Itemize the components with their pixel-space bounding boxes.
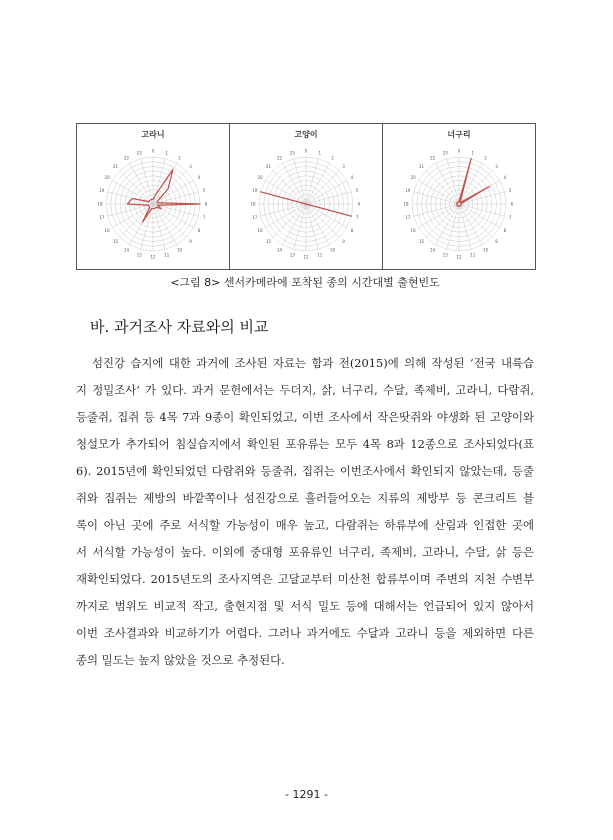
paragraph-line: 섬진강 습지에 대한 과거에 조사된 자료는 함과 전(2015)에 의해 작성된 ‘전국 내륙습 xyxy=(92,356,534,370)
axis-tick-label: 18 xyxy=(97,201,103,207)
grid-spoke xyxy=(112,181,153,205)
axis-tick-label: 3 xyxy=(189,164,192,170)
axis-tick-label: 17 xyxy=(252,215,258,221)
radar-panel-goranee xyxy=(77,124,229,269)
axis-tick-label: 20 xyxy=(257,175,263,180)
axis-tick-label: 8 xyxy=(350,228,354,233)
axis-tick-label: 19 xyxy=(405,187,411,193)
paragraph-line: 까지로 범위도 비교적 작고, 출현지점 및 서식 밀도 등에 대해서는 언급되어 있지 않아서 xyxy=(76,599,534,613)
axis-tick-label: 11 xyxy=(317,252,323,258)
paragraph-line: 서 서식할 가능성이 높다. 이외에 중대형 포유류인 너구리, 족제비, 고라니, 수달, 삵 등은 xyxy=(76,545,534,559)
axis-tick-label: 15 xyxy=(418,238,425,244)
axis-tick-label: 10 xyxy=(329,247,336,253)
axis-tick-label: 18 xyxy=(403,201,409,207)
section-heading: 바. 과거조사 자료와의 비교 xyxy=(90,318,269,336)
axis-tick-label: 2 xyxy=(178,155,181,161)
axis-tick-label: 16 xyxy=(410,228,416,233)
panel-title: 너구리 xyxy=(447,130,471,139)
axis-tick-label: 13 xyxy=(442,252,448,258)
axis-tick-label: 23 xyxy=(442,150,448,156)
axis-tick-label: 0 xyxy=(304,148,308,154)
axis-tick-label: 17 xyxy=(405,215,411,221)
axis-tick-label: 9 xyxy=(495,238,498,244)
axis-tick-label: 6 xyxy=(510,201,514,207)
paragraph-line: 지 정밀조사’ 가 있다. 과거 문헌에서는 두더지, 삵, 너구리, 수달, 족제비, 고라니, 다람쥐, xyxy=(76,383,534,397)
axis-tick-label: 14 xyxy=(276,247,283,253)
axis-tick-label: 4 xyxy=(197,175,201,180)
axis-tick-label: 1 xyxy=(318,150,321,156)
panel-title: 고양이 xyxy=(294,130,318,139)
page-number: - 1291 - xyxy=(285,788,328,801)
axis-tick-label: 17 xyxy=(99,215,105,221)
axis-tick-label: 7 xyxy=(508,215,512,221)
radar-chart xyxy=(383,124,535,269)
axis-tick-label: 2 xyxy=(331,155,334,161)
axis-tick-label: 18 xyxy=(250,201,256,207)
axis-tick-label: 20 xyxy=(410,175,416,180)
axis-tick-label: 21 xyxy=(265,164,272,170)
axis-tick-label: 14 xyxy=(123,247,130,253)
grid-spoke xyxy=(306,204,347,228)
grid-spoke xyxy=(283,163,307,204)
axis-tick-label: 22 xyxy=(123,155,130,161)
axis-tick-label: 0 xyxy=(151,148,155,154)
axis-tick-label: 5 xyxy=(202,187,206,193)
axis-tick-label: 1 xyxy=(471,150,474,156)
axis-tick-label: 21 xyxy=(112,164,119,170)
grid-spoke xyxy=(130,163,154,204)
axis-tick-label: 4 xyxy=(503,175,507,180)
axis-tick-label: 19 xyxy=(252,187,258,193)
paragraph-line: 록이 아닌 곳에 주로 서식할 가능성이 매우 높고, 다람쥐는 하류부에 산림과 인접한 곳에 xyxy=(76,518,534,532)
paragraph-line: 등줄쥐, 집쥐 등 4목 7과 9종이 확인되었고, 이번 조사에서 작은땃쥐와 야생화 된 고양이와 xyxy=(76,410,534,424)
figure-caption: <그림 8> 센서카메라에 포착된 종의 시간대별 출현빈도 xyxy=(170,276,440,289)
axis-tick-label: 7 xyxy=(202,215,206,221)
grid-spoke xyxy=(265,204,306,228)
axis-tick-label: 9 xyxy=(189,238,192,244)
axis-tick-label: 4 xyxy=(350,175,354,180)
axis-tick-label: 9 xyxy=(342,238,345,244)
grid-spoke xyxy=(153,204,177,245)
grid-spoke xyxy=(306,204,330,245)
axis-tick-label: 23 xyxy=(289,150,295,156)
radar-figure xyxy=(76,123,536,270)
axis-tick-label: 20 xyxy=(104,175,110,180)
grid-spoke xyxy=(418,204,459,228)
panel-title: 고라니 xyxy=(141,130,165,139)
paragraph-line: 재확인되었다. 2015년도의 조사지역은 고달교부터 미산천 합류부이며 주변의 지천 수변부 xyxy=(76,572,534,586)
grid-spoke xyxy=(418,181,459,205)
axis-tick-label: 23 xyxy=(136,150,142,156)
axis-tick-label: 14 xyxy=(429,247,436,253)
axis-tick-label: 15 xyxy=(265,238,272,244)
axis-tick-label: 5 xyxy=(355,187,359,193)
paragraph-line: 청설모가 추가되어 침실습지에서 확인된 포유류는 모두 4목 8과 12종으로 조사되었다(표 xyxy=(76,437,534,451)
axis-tick-label: 10 xyxy=(482,247,489,253)
axis-tick-label: 10 xyxy=(176,247,183,253)
paragraph-line: 6). 2015년에 확인되었던 다람쥐와 등줄쥐, 집쥐는 이번조사에서 확인되지 않았는데, 등줄 xyxy=(76,464,534,478)
axis-tick-label: 3 xyxy=(342,164,345,170)
radar-chart xyxy=(77,124,229,269)
paragraph-line: 종의 밀도는 높지 않았을 것으로 추정된다. xyxy=(76,653,285,667)
axis-tick-label: 6 xyxy=(204,201,208,207)
axis-tick-label: 13 xyxy=(136,252,142,258)
axis-tick-label: 8 xyxy=(503,228,507,233)
grid-spoke xyxy=(306,163,330,204)
radar-chart xyxy=(230,124,382,269)
grid-spoke xyxy=(265,181,306,205)
grid-spoke xyxy=(153,181,194,205)
axis-tick-label: 0 xyxy=(457,148,461,154)
axis-tick-label: 21 xyxy=(418,164,425,170)
radar-panel-cat xyxy=(229,124,382,269)
grid-spoke xyxy=(306,181,347,205)
axis-tick-label: 8 xyxy=(197,228,201,233)
axis-tick-label: 16 xyxy=(257,228,263,233)
axis-tick-label: 7 xyxy=(355,215,359,221)
axis-tick-label: 12 xyxy=(456,254,462,260)
axis-tick-label: 22 xyxy=(276,155,283,161)
axis-tick-label: 2 xyxy=(484,155,487,161)
grid-spoke xyxy=(436,163,460,204)
grid-spoke xyxy=(130,204,154,245)
axis-tick-label: 5 xyxy=(508,187,512,193)
axis-tick-label: 11 xyxy=(164,252,170,258)
grid-spoke xyxy=(283,204,307,245)
axis-tick-label: 3 xyxy=(495,164,498,170)
axis-tick-label: 1 xyxy=(165,150,168,156)
axis-tick-label: 12 xyxy=(303,254,309,260)
axis-tick-label: 19 xyxy=(99,187,105,193)
grid-spoke xyxy=(459,204,500,228)
axis-tick-label: 22 xyxy=(429,155,436,161)
axis-tick-label: 15 xyxy=(112,238,119,244)
axis-tick-label: 12 xyxy=(150,254,156,260)
grid-spoke xyxy=(459,204,483,245)
axis-tick-label: 6 xyxy=(357,201,361,207)
paragraph-line: 이번 조사결과와 비교하기가 어렵다. 그러나 과거에도 수달과 고라니 등을 제외하면 다른 xyxy=(76,626,534,640)
paragraph-line: 쥐와 집쥐는 제방의 바깥쪽이나 섬진강으로 흘러들어오는 지류의 제방부 등 콘크리트 블 xyxy=(76,491,534,505)
axis-tick-label: 16 xyxy=(104,228,110,233)
radar-panel-raccoon-dog xyxy=(382,124,535,269)
axis-tick-label: 13 xyxy=(289,252,295,258)
body-paragraph xyxy=(76,350,534,674)
axis-tick-label: 11 xyxy=(470,252,476,258)
grid-spoke xyxy=(436,204,460,245)
